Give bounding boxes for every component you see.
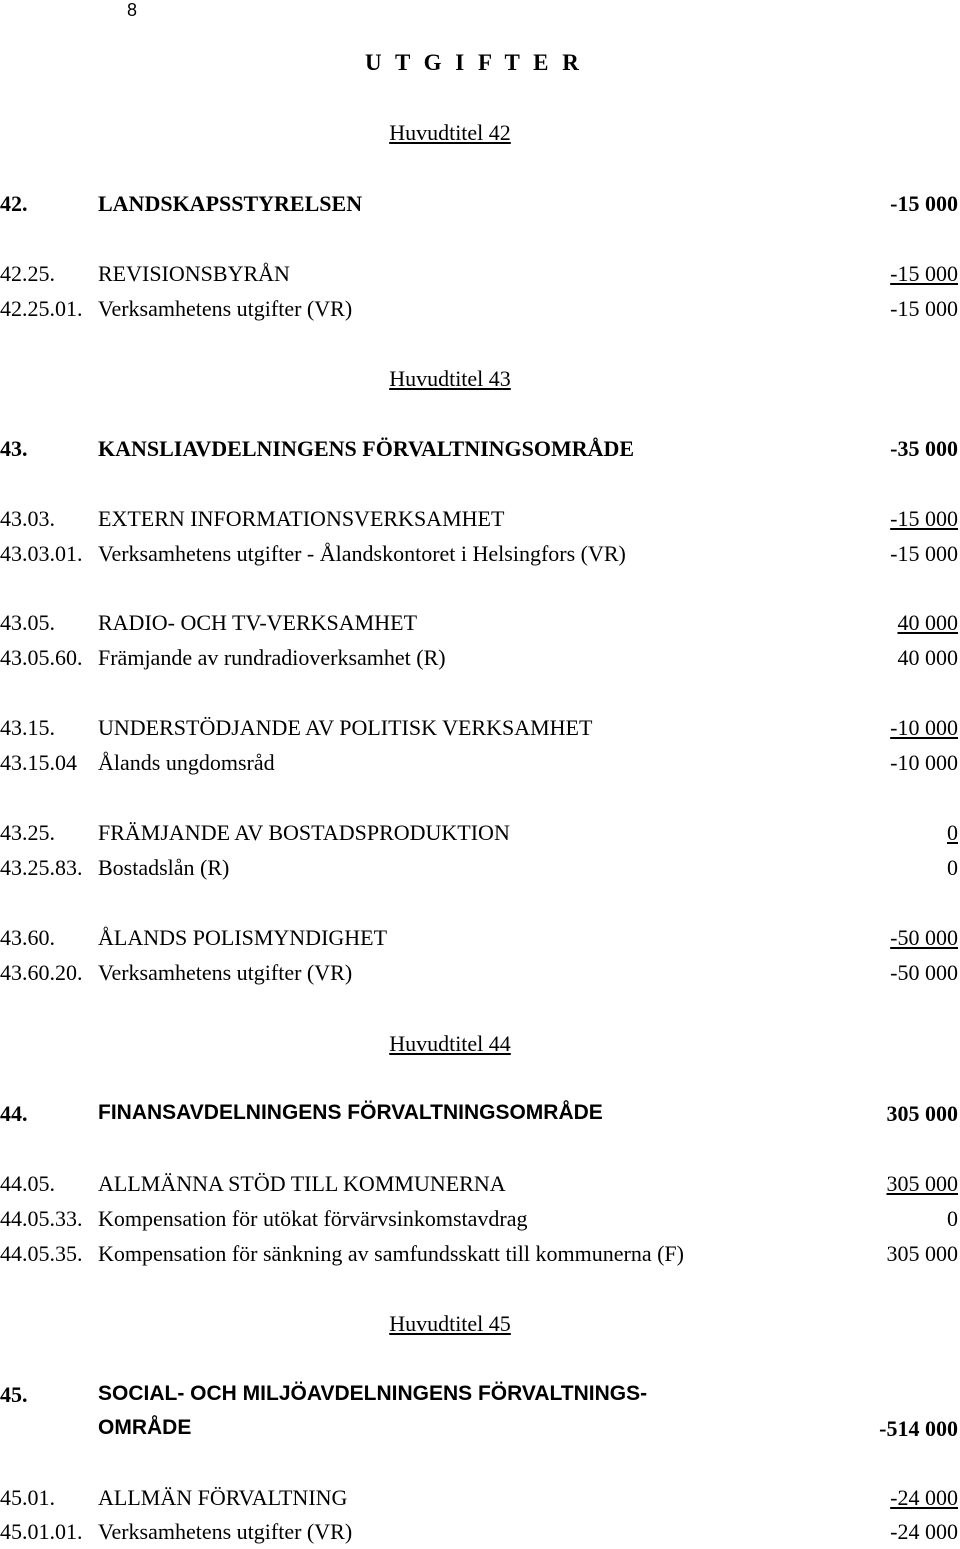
main-title-row: [0, 1382, 958, 1452]
row-code: 43.15.04: [0, 750, 77, 775]
row-amount: -50 000: [890, 925, 958, 950]
row-label: FINANSAVDELNINGENS FÖRVALTNINGSOMRÅDE: [98, 1101, 603, 1124]
row-code: 45.01.: [0, 1485, 55, 1510]
row-label: Främjande av rundradioverksamhet (R): [98, 645, 446, 670]
row-label: LANDSKAPSSTYRELSEN: [98, 191, 363, 216]
row-code: 43.05.: [0, 610, 55, 635]
row-label: ALLMÄN FÖRVALTNING: [98, 1485, 348, 1510]
row-label: ÅLANDS POLISMYNDIGHET: [98, 925, 388, 950]
row-label: UNDERSTÖDJANDE AV POLITISK VERKSAMHET: [98, 715, 593, 740]
row-code: 43.15.: [0, 715, 55, 740]
row-amount: -35 000: [890, 436, 958, 461]
row-code: 43.60.: [0, 925, 55, 950]
row-label: ALLMÄNNA STÖD TILL KOMMUNERNA: [98, 1171, 506, 1196]
item-row: [0, 1206, 958, 1236]
row-code: 42.25.: [0, 261, 55, 286]
row-label: KANSLIAVDELNINGENS FÖRVALTNINGSOMRÅDE: [98, 436, 635, 461]
row-code: 43.03.: [0, 506, 55, 531]
row-amount: -15 000: [890, 296, 958, 321]
row-amount: 305 000: [886, 1241, 958, 1266]
row-label-line1: SOCIAL- OCH MILJÖAVDELNINGENS FÖRVALTNINGS-: [98, 1382, 648, 1405]
row-label: Kompensation för utökat förvärvsinkomstavdrag: [98, 1206, 528, 1231]
main-title-row: [0, 436, 958, 466]
huvudtitel-44: Huvudtitel 44: [389, 1031, 511, 1056]
row-amount: -50 000: [890, 960, 958, 985]
row-code: 45.01.01.: [0, 1519, 83, 1544]
row-amount: -24 000: [890, 1485, 958, 1510]
row-amount: -24 000: [890, 1519, 958, 1544]
row-code: 45.: [0, 1382, 28, 1407]
row-label: Kompensation för sänkning av samfundsskatt till kommunerna (F): [98, 1241, 684, 1266]
row-code: 44.05.35.: [0, 1241, 83, 1266]
row-amount: 0: [947, 855, 958, 880]
row-amount: 40 000: [897, 610, 958, 635]
row-amount: -10 000: [890, 750, 958, 775]
row-amount: -15 000: [890, 191, 958, 216]
huvudtitel-42: Huvudtitel 42: [389, 120, 511, 145]
row-amount: -15 000: [890, 541, 958, 566]
huvudtitel-45: Huvudtitel 45: [389, 1311, 511, 1336]
row-amount: 305 000: [886, 1101, 958, 1126]
page-number: 8: [127, 0, 138, 20]
row-code: 42.: [0, 191, 28, 216]
section-row: [0, 610, 958, 640]
item-row: [0, 1241, 958, 1271]
row-label: Verksamhetens utgifter (VR): [98, 960, 353, 985]
row-code: 43.03.01.: [0, 541, 83, 566]
row-code: 43.05.60.: [0, 645, 83, 670]
row-code: 43.60.20.: [0, 960, 83, 985]
row-label: Verksamhetens utgifter - Ålandskontoret i Helsingfors (VR): [98, 541, 626, 566]
row-code: 42.25.01.: [0, 296, 83, 321]
row-amount: 0: [947, 1206, 958, 1231]
row-code: 44.05.: [0, 1171, 55, 1196]
row-amount: -10 000: [890, 715, 958, 740]
row-amount: -15 000: [890, 261, 958, 286]
row-label: RADIO- OCH TV-VERKSAMHET: [98, 610, 418, 635]
row-label-line2: OMRÅDE: [98, 1416, 192, 1439]
section-row: [0, 925, 958, 955]
item-row: [0, 296, 958, 326]
item-row: [0, 541, 958, 571]
item-row: [0, 750, 958, 780]
main-title-row: [0, 1101, 958, 1131]
section-row: [0, 1485, 958, 1515]
row-amount: -514 000: [879, 1416, 958, 1441]
item-row: [0, 1519, 958, 1549]
row-amount: 305 000: [886, 1171, 958, 1196]
section-row: [0, 261, 958, 291]
section-row: [0, 715, 958, 745]
row-label: Verksamhetens utgifter (VR): [98, 296, 353, 321]
row-code: 43.25.: [0, 820, 55, 845]
row-label: Bostadslån (R): [98, 855, 230, 880]
row-label: FRÄMJANDE AV BOSTADSPRODUKTION: [98, 820, 510, 845]
page-heading: U T G I F T E R: [365, 50, 583, 75]
main-title-row: [0, 191, 958, 221]
section-row: [0, 820, 958, 850]
row-label: REVISIONSBYRÅN: [98, 261, 290, 286]
row-label: EXTERN INFORMATIONSVERKSAMHET: [98, 506, 505, 531]
row-code: 44.05.33.: [0, 1206, 83, 1231]
row-amount: 0: [947, 820, 958, 845]
row-label: Ålands ungdomsråd: [98, 750, 275, 775]
row-amount: 40 000: [897, 645, 958, 670]
row-label: Verksamhetens utgifter (VR): [98, 1519, 353, 1544]
row-code: 44.: [0, 1101, 28, 1126]
item-row: [0, 960, 958, 990]
row-amount: -15 000: [890, 506, 958, 531]
item-row: [0, 645, 958, 675]
huvudtitel-43: Huvudtitel 43: [389, 366, 511, 391]
section-row: [0, 506, 958, 536]
row-code: 43.: [0, 436, 28, 461]
section-row: [0, 1171, 958, 1201]
item-row: [0, 855, 958, 885]
row-code: 43.25.83.: [0, 855, 83, 880]
